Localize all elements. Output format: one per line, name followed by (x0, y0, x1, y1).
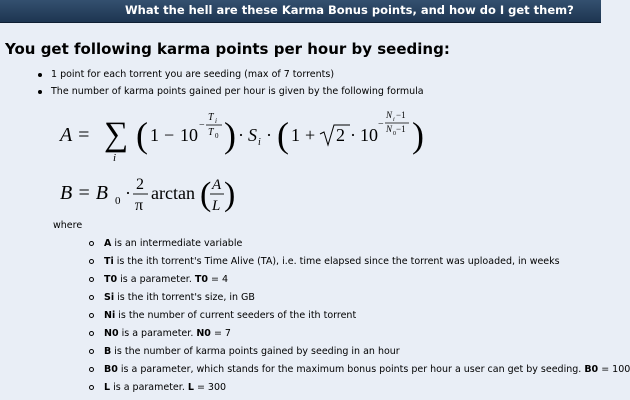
exp2-num-sub: i (393, 117, 395, 123)
formula-b-cdot: · (125, 183, 131, 203)
sqrt-value: 2 (336, 125, 345, 145)
bullet-list (36, 68, 424, 102)
formula-a-minus: − (164, 125, 175, 145)
definition-item: B0 is a parameter, which stands for the maximum bonus points per hour a user can get by seeding. B0 = 100 (86, 364, 630, 382)
header-bar (0, 0, 601, 23)
formula-a-one-2: 1 (291, 125, 300, 145)
formula-b-frac-den: π (135, 197, 144, 214)
exp2-den: N (386, 124, 393, 134)
formula-b (60, 175, 236, 215)
paren-open: ( (136, 115, 148, 155)
formula-b-a: A (212, 177, 222, 193)
definitions-list (86, 238, 630, 400)
exp2-den-tail: −1 (396, 124, 406, 134)
exp-den: T (208, 127, 214, 138)
s-sub: i (258, 137, 261, 148)
definition-item: Ti is the ith torrent's Time Alive (TA), i.e. time elapsed since the torrent was uploaded, in weeks (86, 256, 630, 274)
paren2-close: ) (412, 115, 424, 155)
definition-item: N0 is a parameter. N0 = 7 (86, 328, 630, 346)
formula-b-lhs-sub: 0 (115, 195, 121, 207)
formula-b-lhs: B = B (60, 182, 108, 204)
sigma-symbol: ∑ (104, 116, 129, 153)
where-label: where (53, 220, 83, 231)
formula-b-func: arctan (151, 183, 195, 203)
exp-minus: − (199, 120, 205, 131)
bullet-item: 1 point for each torrent you are seeding (max of 7 torrents) (36, 68, 424, 85)
definition-item: A is an intermediate variable (86, 238, 630, 256)
formula-b-paren-open: ( (200, 176, 212, 213)
formula-a-svg (60, 105, 424, 167)
definition-item: Ni is the number of current seeders of the ith torrent (86, 310, 630, 328)
exp2-num-tail: −1 (396, 110, 406, 120)
exp-num-sub: i (215, 117, 217, 125)
formula-b-frac-num: 2 (136, 176, 144, 193)
definition-item: Si is the ith torrent's size, in GB (86, 292, 630, 310)
header-title: What the hell are these Karma Bonus points, and how do I get them? (125, 3, 574, 17)
formula-a-one: 1 (150, 125, 159, 145)
definition-item: L is a parameter. L = 300 (86, 382, 630, 400)
formula-a-ten: 10 (180, 125, 198, 145)
formula-a (60, 105, 424, 165)
definition-item: T0 is a parameter. T0 = 4 (86, 274, 630, 292)
s-symbol: S (248, 125, 257, 145)
exp2-minus: − (378, 119, 384, 130)
formula-b-svg (60, 175, 236, 217)
exp2-den-sub: 0 (393, 131, 396, 137)
bullet-item: The number of karma points gained per hour is given by the following formula (36, 85, 424, 102)
formula-b-paren-close: ) (224, 176, 236, 213)
cdot-1: · (238, 125, 244, 145)
paren2-open: ( (277, 115, 289, 155)
sigma-index: i (113, 152, 117, 164)
formula-a-lhs: A = (60, 124, 91, 146)
exp-num: T (208, 112, 214, 123)
formula-a-plus: + (305, 125, 316, 145)
definition-item: B is the number of karma points gained by seeding in an hour (86, 346, 630, 364)
cdot-2: · (266, 125, 272, 145)
exp2-num: N (386, 110, 393, 120)
formula-a-ten-2: 10 (360, 125, 378, 145)
exp-den-sub: 0 (215, 132, 219, 140)
cdot-3: · (350, 125, 356, 145)
paren-close: ) (224, 115, 236, 155)
section-title: You get following karma points per hour by seeding: (5, 40, 450, 58)
sqrt-sign (320, 125, 350, 145)
formula-b-l: L (212, 198, 221, 214)
